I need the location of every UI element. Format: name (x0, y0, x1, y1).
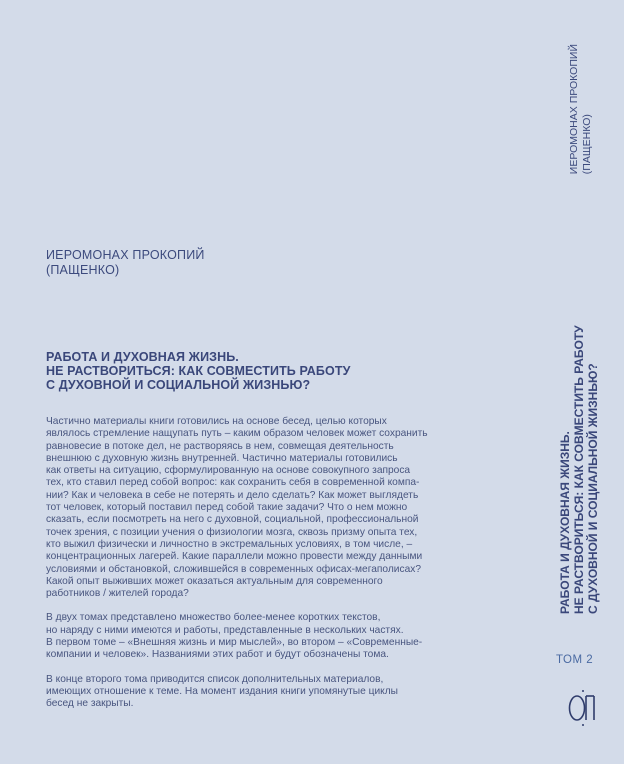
text-line: тот человек, который поставил перед собой такие задачи? Что о нем можно (46, 502, 408, 514)
spine-title (558, 325, 600, 614)
text-line: Частично материалы книги готовились на основе бесед, целью которых (46, 416, 387, 427)
text-line: работников / жителей города? (46, 588, 189, 600)
text-line: В двух томах представлено множество более-менее коротких текстов, (46, 612, 381, 624)
text-line: бесед не закрыты. (46, 698, 134, 710)
spine-author (568, 44, 594, 174)
title-line: С ДУХОВНОЙ И СОЦИАЛЬНОЙ ЖИЗНЬЮ? (46, 378, 311, 392)
spine-title-line: НЕ РАСТВОРИТЬСЯ: КАК СОВМЕСТИТЬ РАБОТУ (572, 325, 586, 614)
text-line: условиями и обстановкой, сложившейся в современных офисах-мегаполисах? (46, 563, 421, 575)
text-line: кто выжил физически и личностно в экстремальных условиях, в том числе, – (46, 538, 413, 550)
spine-title-line: С ДУХОВНОЙ И СОЦИАЛЬНОЙ ЖИЗНЬЮ? (586, 363, 600, 614)
spine-author-line: ИЕРОМОНАХ ПРОКОПИЙ (568, 44, 580, 175)
author-line: ИЕРОМОНАХ ПРОКОПИЙ (46, 248, 205, 262)
text-line: внешнюю с духовную жизнь внутренней. Частично материалы готовились (46, 452, 398, 464)
text-line: точек зрения, с позиции учения о физиологии мозга, сквозь призму опыта тех, (46, 526, 418, 538)
book-title (46, 350, 350, 392)
text-line: имеющих отношение к теме. На момент издания книги упомянутые циклы (46, 685, 398, 697)
text-line: Какой опыт выживших может оказаться актуальным для современного (46, 575, 383, 587)
text-line: как ответы на ситуацию, сформулированную на основе совокупного запроса (46, 465, 411, 477)
author-name (46, 248, 205, 278)
spine-title-line: РАБОТА И ДУХОВНАЯ ЖИЗНЬ. (558, 431, 572, 614)
text-line: В первом томе – «Внешняя жизнь и мир мыслей», во втором – «Современные- (46, 637, 423, 649)
text-line: являлось стремление нащупать путь – каким образом человек может сохранить (46, 428, 428, 440)
author-line: (ПАЩЕНКО) (46, 263, 120, 277)
text-line: концентрационных лагерей. Какие параллели можно провести между данными (46, 551, 423, 563)
book-spine (548, 0, 624, 764)
paragraph-3 (46, 674, 516, 711)
text-line: но наряду с ними имеются и работы, представленные в нескольких частях. (46, 624, 404, 636)
text-line: сказать, если посмотреть на него с духовной, социальной, профессиональной (46, 514, 419, 526)
title-line: НЕ РАСТВОРИТЬСЯ: КАК СОВМЕСТИТЬ РАБОТУ (46, 364, 351, 378)
annotation-text (46, 416, 516, 723)
title-line: РАБОТА И ДУХОВНАЯ ЖИЗНЬ. (46, 350, 239, 364)
text-line: компании и человек». Названиями этих работ и будут обозначены тома. (46, 649, 389, 661)
paragraph-1 (46, 416, 516, 600)
volume-label: ТОМ 2 (556, 654, 594, 666)
text-line: тех, кто ставил перед собой вопрос: как сохранить себя в современной компа- (46, 477, 420, 489)
text-line: нии? Как и человека в себе не потерять и дело сделать? Как может выглядеть (46, 489, 419, 501)
text-line: В конце второго тома приводится список дополнительных материалов, (46, 673, 384, 685)
spine-author-line: (ПАЩЕНКО) (581, 114, 593, 175)
op-monogram-icon (566, 688, 600, 728)
text-line: равновесие в потоке дел, не растворяясь в нем, совмещая деятельность (46, 440, 394, 452)
spine-rotated-band (548, 0, 624, 764)
paragraph-2 (46, 612, 516, 661)
